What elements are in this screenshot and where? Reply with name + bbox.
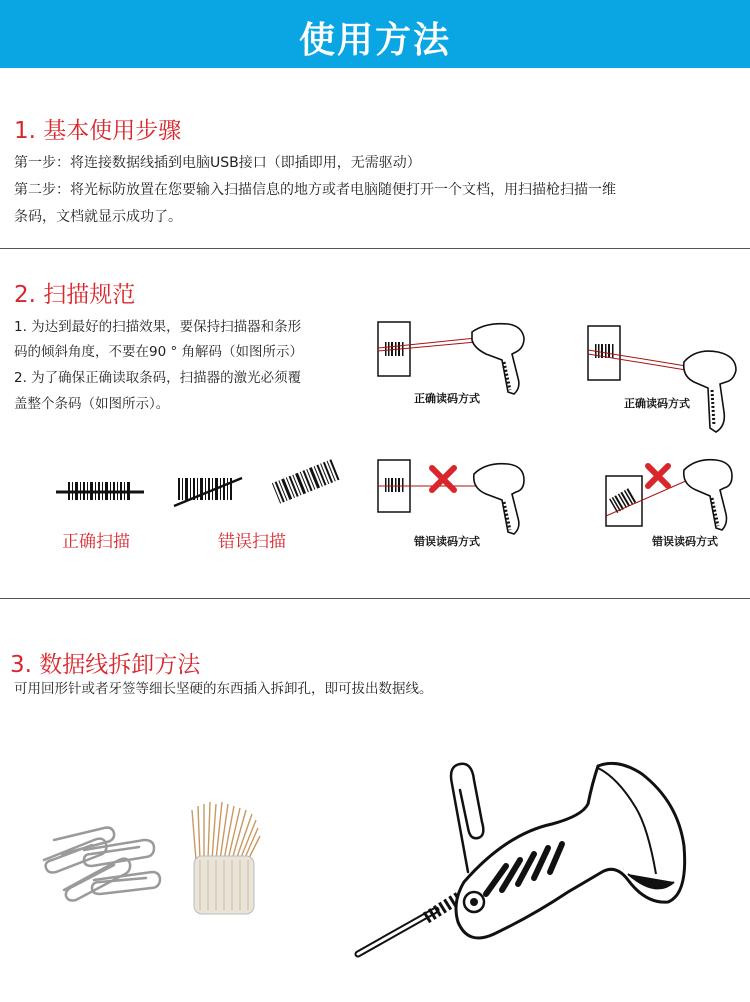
section2-line1: 1. 为达到最好的扫描效果，要保持扫描器和条形 xyxy=(14,319,302,335)
section2-line3: 2. 为了确保正确读取条码，扫描器的激光必须覆 xyxy=(14,370,302,386)
paperclip-icon xyxy=(451,764,483,872)
wrong-scan-label: 错误扫描 xyxy=(218,532,286,552)
divider-1 xyxy=(0,248,750,249)
section2-title: 2. 扫描规范 xyxy=(14,282,136,308)
section2-line2: 码的倾斜角度，不要在90 ° 角解码（如图所示） xyxy=(14,344,304,360)
section1-step1: 第一步：将连接数据线插到电脑USB接口（即插即用，无需驱动） xyxy=(14,155,421,171)
cross-icon xyxy=(432,468,454,490)
section3-title: 3. 数据线拆卸方法 xyxy=(10,652,201,678)
section1-title: 1. 基本使用步骤 xyxy=(14,118,182,144)
section1-step2: 第二步：将光标防放置在您要输入扫描信息的地方或者电脑随便打开一个文档，用扫描枪扫描一维 xyxy=(14,182,616,198)
paperclip-icon xyxy=(34,820,164,904)
section3-text: 可用回形针或者牙签等细长坚硬的东西插入拆卸孔，即可拔出数据线。 xyxy=(14,681,433,697)
diagram-caption-4: 错误读码方式 xyxy=(652,535,718,548)
page-title: 使用方法 xyxy=(298,20,451,61)
scanner-icon xyxy=(356,754,700,962)
barcode-correct-icon xyxy=(56,478,146,508)
scan-diagram-correct-2 xyxy=(586,322,746,442)
barcode-wrong-icon xyxy=(172,472,244,508)
correct-scan-label: 正确扫描 xyxy=(62,532,130,552)
section2-line4: 盖整个条码（如图所示）。 xyxy=(14,396,170,412)
barcode-wrong-angled-icon xyxy=(264,460,350,504)
divider-2 xyxy=(0,598,750,599)
diagram-caption-2: 正确读码方式 xyxy=(624,397,690,410)
header-banner xyxy=(0,0,750,68)
cross-icon xyxy=(648,466,668,486)
section1-step2-cont: 条码，文档就显示成功了。 xyxy=(14,209,182,225)
diagram-caption-1: 正确读码方式 xyxy=(414,392,480,405)
diagram-caption-3: 错误读码方式 xyxy=(414,535,480,548)
toothpick-icon xyxy=(186,800,262,918)
